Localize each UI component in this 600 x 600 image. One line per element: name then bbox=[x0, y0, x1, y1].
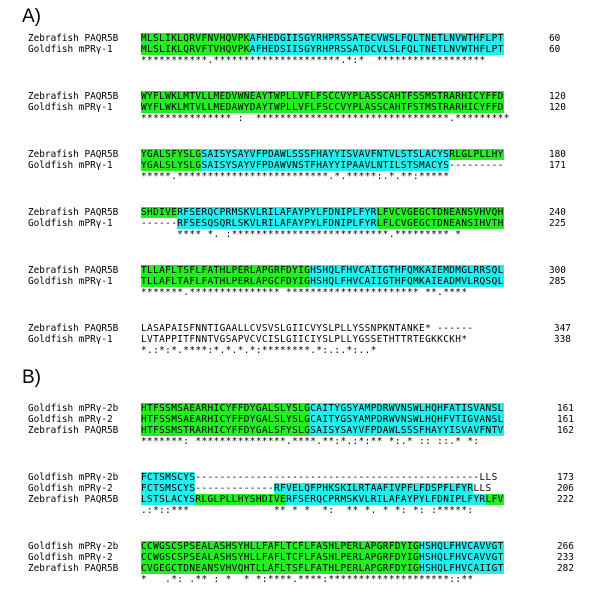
sequence-residues bbox=[141, 563, 504, 574]
residue-position: 120 bbox=[549, 102, 566, 113]
residue-position: 206 bbox=[557, 483, 574, 494]
highlight-cyan-segment: HSHQLFHVCAIIGTHFQMKAIEMDMGLRRSQL bbox=[310, 265, 504, 276]
highlight-cyan-segment: RFVELQFPHKSKILRTAAFIVPFLFDSPFLFYR bbox=[273, 483, 474, 494]
sequence-residues bbox=[141, 472, 498, 483]
consensus-symbols: *****.*************************.*.*****:.*.**:***** bbox=[141, 171, 450, 182]
highlight-green-segment: YGALSFYSLG bbox=[141, 149, 202, 160]
sequence-residues bbox=[141, 91, 504, 102]
sequence-name: Goldfish mPRγ-2b bbox=[28, 541, 119, 552]
sequence-name: Zebrafish PAQR5B bbox=[28, 149, 119, 160]
highlight-cyan-segment: LSTSLACYS bbox=[141, 494, 196, 505]
sequence-residues bbox=[141, 276, 504, 287]
plain-segment: -----------------------------------------------LLS bbox=[195, 472, 498, 483]
consensus-symbols: *************** : ********************************.********* bbox=[141, 113, 510, 124]
sequence-residues bbox=[141, 33, 504, 44]
highlight-green-segment: WYFLWKLMTVLLMEDAWYDAYTWPLLVFLFSCCVYPLASSCAHTFSTMSTRARHICYFFD bbox=[141, 102, 504, 113]
consensus-symbols: *******: ***************.****.**:*.:*:** *:.* :: ::.* *: bbox=[141, 436, 480, 447]
highlight-green-segment: LFV bbox=[485, 494, 504, 505]
sequence-name: Goldfish mPRγ-2 bbox=[28, 552, 113, 563]
highlight-green-segment: CVGEGCTDNEANSVHVQHTLLAFLTSFLFATHLPERLAPGRFDYIG bbox=[141, 563, 420, 574]
sequence-residues bbox=[141, 483, 492, 494]
sequence-name: Goldfish mPRγ-2 bbox=[28, 483, 113, 494]
consensus-symbols: **** *. :**************************.********* * bbox=[141, 229, 462, 240]
sequence-residues bbox=[141, 552, 504, 563]
sequence-residues bbox=[141, 425, 504, 436]
plain-segment: LLS bbox=[473, 483, 492, 494]
highlight-cyan-segment: CAITYGSYAMPDRWVNSWLHQHFATISVANSL bbox=[310, 403, 504, 414]
highlight-green-segment: WYFLWKLMTVLLMEDVWNEAYTWPLLVFLFSCCVYPLASSCAHTFSSMSTRARHICYFFD bbox=[141, 91, 504, 102]
residue-position: 161 bbox=[557, 403, 574, 414]
plain-segment: ------ bbox=[141, 218, 178, 229]
residue-position: 300 bbox=[549, 265, 566, 276]
sequence-name: Zebrafish PAQR5B bbox=[28, 323, 119, 334]
sequence-name: Goldfish mPRγ-1 bbox=[28, 102, 113, 113]
residue-position: 282 bbox=[557, 563, 574, 574]
highlight-green-segment: TLLAFLTSFLFATHLPERLAPGRFDYIG bbox=[141, 265, 311, 276]
highlight-green-segment: CCWGSCSPSEALASHSYHLLFAFLTCFLFASHLPERLAPGRFDYIG bbox=[141, 552, 420, 563]
highlight-cyan-segment: HSHQLFHVCAVVGT bbox=[419, 541, 504, 552]
plain-segment: --------- bbox=[449, 160, 504, 171]
highlight-cyan-segment: HSHQLFHVCAIIGTHFQMKAIEADMVLRQSQL bbox=[310, 276, 504, 287]
highlight-cyan-segment: FCTSMSCYS bbox=[141, 472, 196, 483]
residue-position: 120 bbox=[549, 91, 566, 102]
consensus-symbols: * .*: .** : * * *:****.****:********************::** bbox=[141, 574, 474, 585]
residue-position: 233 bbox=[557, 552, 574, 563]
residue-position: 240 bbox=[549, 207, 566, 218]
highlight-green-segment: YGALSLYSLG bbox=[141, 160, 202, 171]
panel-label: B) bbox=[22, 367, 41, 388]
residue-position: 171 bbox=[549, 160, 566, 171]
sequence-name: Zebrafish PAQR5B bbox=[28, 91, 119, 102]
highlight-cyan-segment: RFSERQCPRMSKVLRILAFAYPYLFDNIPLFYR bbox=[286, 494, 486, 505]
sequence-residues bbox=[141, 494, 504, 505]
residue-position: 222 bbox=[557, 494, 574, 505]
sequence-name: Goldfish mPRγ-1 bbox=[28, 160, 113, 171]
sequence-name: Zebrafish PAQR5B bbox=[28, 425, 119, 436]
sequence-name: Goldfish mPRγ-2b bbox=[28, 472, 119, 483]
highlight-cyan-segment: HSHQLFHVCAIIGT bbox=[419, 563, 504, 574]
sequence-residues bbox=[141, 541, 504, 552]
highlight-cyan-segment: FCTSMSCYS bbox=[141, 483, 196, 494]
sequence-residues bbox=[141, 414, 504, 425]
sequence-residues bbox=[141, 44, 504, 55]
highlight-cyan-segment: SAISYSAYVFPDAWLSSSFHAYYISVAVFNTV bbox=[310, 425, 504, 436]
sequence-name: Zebrafish PAQR5B bbox=[28, 207, 119, 218]
sequence-name: Goldfish mPRγ-1 bbox=[28, 44, 113, 55]
sequence-residues bbox=[141, 334, 467, 345]
sequence-name: Zebrafish PAQR5B bbox=[28, 265, 119, 276]
sequence-residues bbox=[141, 218, 504, 229]
residue-position: 285 bbox=[549, 276, 566, 287]
residue-position: 225 bbox=[549, 218, 566, 229]
highlight-green-segment: LFLCVGEGCTDNEANSIHVTH bbox=[376, 218, 504, 229]
highlight-cyan-segment: RFSERQCPRMSKVLRILAFAYPYLFDNIPLFYR bbox=[177, 207, 377, 218]
residue-position: 338 bbox=[554, 334, 571, 345]
sequence-residues bbox=[141, 160, 504, 171]
sequence-name: Zebrafish PAQR5B bbox=[28, 33, 119, 44]
sequence-residues bbox=[141, 323, 473, 334]
highlight-green-segment: RLGLPLLHYSHDIVE bbox=[195, 494, 287, 505]
highlight-green-segment: TLLAFLTAFLFATHLPERLAPGCFDYIG bbox=[141, 276, 311, 287]
highlight-green-segment: HTFSSMSAEARHICYFFDYGALSLYSLG bbox=[141, 403, 311, 414]
highlight-cyan-segment: HSHQLFHVCAVVGT bbox=[419, 552, 504, 563]
plain-segment: LVTAPPITFNNTVGSAPVCVCISLGIICIYSLPLLYGSSETHTTRTEGKKCKH* bbox=[141, 334, 468, 345]
residue-position: 173 bbox=[557, 472, 574, 483]
residue-position: 60 bbox=[549, 44, 561, 55]
residue-position: 266 bbox=[557, 541, 574, 552]
sequence-name: Zebrafish PAQR5B bbox=[28, 563, 119, 574]
highlight-green-segment: MLSLIKLQRVFNVHQVPK bbox=[141, 33, 250, 44]
highlight-green-segment: LFVCVGEGCTDNEANSVHVQH bbox=[376, 207, 504, 218]
sequence-name: Goldfish mPRγ-1 bbox=[28, 276, 113, 287]
highlight-cyan-segment: SAISYSAYVFPDAWLSSSFHAYYISVAVFNTVLSTSLACYS bbox=[201, 149, 450, 160]
sequence-residues bbox=[141, 102, 504, 113]
sequence-residues bbox=[141, 265, 504, 276]
residue-position: 180 bbox=[549, 149, 566, 160]
highlight-cyan-segment: AFHEDGIISGYRHPRSSATECVWSLFQLTNETLNVWTHFLPT bbox=[249, 33, 504, 44]
panel-label: A) bbox=[22, 6, 41, 27]
sequence-name: Zebrafish PAQR5B bbox=[28, 494, 119, 505]
highlight-cyan-segment: CAITYGSYAMPDRWVNSWLHQHFVTIGVANSL bbox=[310, 414, 504, 425]
plain-segment: LASAPAISFNNTIGAALLCVSVSLGIICVYSLPLLYSSNPKNTANKE* ------ bbox=[141, 323, 474, 334]
residue-position: 162 bbox=[557, 425, 574, 436]
sequence-name: Goldfish mPRγ-2 bbox=[28, 414, 113, 425]
sequence-name: Goldfish mPRγ-1 bbox=[28, 334, 113, 345]
residue-position: 60 bbox=[549, 33, 561, 44]
residue-position: 347 bbox=[554, 323, 571, 334]
residue-position: 161 bbox=[557, 414, 574, 425]
plain-segment: ------------- bbox=[195, 483, 274, 494]
consensus-symbols: *.:*:*.****:*.*.*.*:********.*:.:.*:..* bbox=[141, 345, 377, 356]
highlight-green-segment: SHDIVE bbox=[141, 207, 178, 218]
sequence-name: Goldfish mPRγ-2b bbox=[28, 403, 119, 414]
highlight-cyan-segment: AFHEDSIISGYRHPRSSATDCVLSLFQLTNETLNVWTHFLPT bbox=[249, 44, 504, 55]
highlight-green-segment: HTFSSMSAEARHICYFFDYGALSLYSLG bbox=[141, 414, 311, 425]
highlight-green-segment: CCWGSCSPSEALASHSYHLLFAFLTCFLFASHLPERLAPGRFDYIG bbox=[141, 541, 420, 552]
sequence-name: Goldfish mPRγ-1 bbox=[28, 218, 113, 229]
sequence-residues bbox=[141, 149, 504, 160]
highlight-green-segment: MLSLIKLQRVFTVHQVPK bbox=[141, 44, 250, 55]
consensus-symbols: .:*::*** ** * * *: ** *. * *: *: :*****: bbox=[141, 505, 474, 516]
highlight-cyan-segment: SAISYSAYVFPDAWVNSTFHAYYIPAAVLNTILSTSMACYS bbox=[201, 160, 450, 171]
highlight-green-segment: RLGLPLLHY bbox=[449, 149, 504, 160]
consensus-symbols: ***********.*********************.*:* ****************** bbox=[141, 55, 486, 66]
sequence-residues bbox=[141, 403, 504, 414]
highlight-cyan-segment: RFSESQSQRLSKVLRILAFAYPYLFDNIPLFYR bbox=[177, 218, 377, 229]
sequence-residues bbox=[141, 207, 504, 218]
consensus-symbols: *******.*************** ********************** **.**** bbox=[141, 287, 468, 298]
highlight-green-segment: HTFSSMSTRARHICYFFDYGALSFYSLG bbox=[141, 425, 311, 436]
